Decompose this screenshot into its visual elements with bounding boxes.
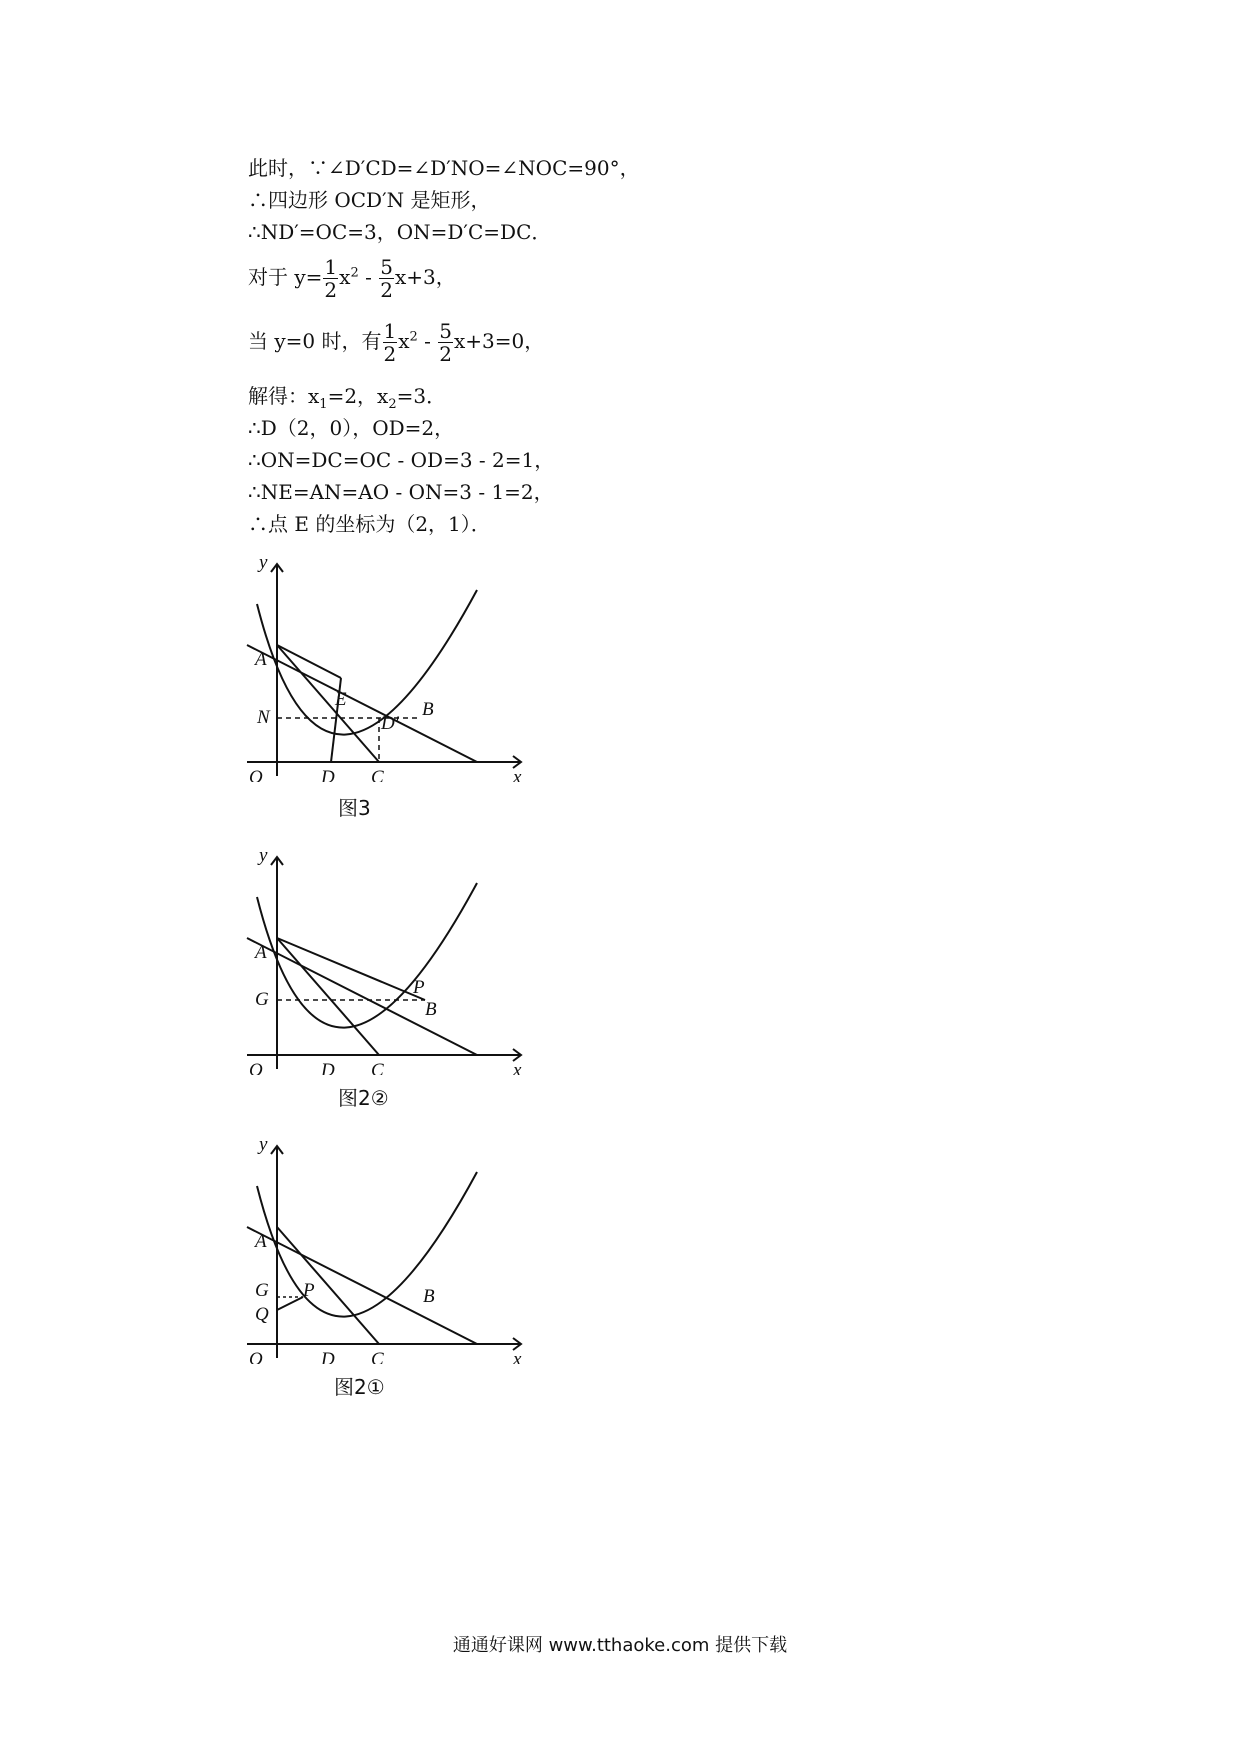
label-P: P	[303, 1280, 315, 1301]
label-B: B	[425, 999, 437, 1020]
solution-line-3: ∴ND′=OC=3，ON=D′C=DC．	[248, 220, 552, 244]
figure-2-2-diagram	[245, 845, 535, 1075]
label-G: G	[255, 989, 269, 1010]
figure-2-1	[245, 1134, 535, 1364]
label-y: y	[259, 845, 268, 866]
label-G: G	[255, 1280, 269, 1301]
label-O: O	[249, 767, 263, 782]
fraction-denominator: 2	[383, 342, 397, 366]
label-D: D	[321, 767, 335, 782]
fraction-half	[383, 320, 398, 365]
fraction-five-halves	[438, 320, 453, 365]
exponent: 2	[350, 265, 359, 281]
fraction-numerator: 1	[324, 255, 338, 279]
label-D-prime: D′	[381, 713, 399, 734]
figure-3	[245, 552, 535, 782]
fraction-denominator: 2	[324, 278, 338, 302]
label-Q: Q	[255, 1304, 269, 1325]
text-fragment: -	[358, 265, 379, 289]
label-x: x	[513, 1060, 522, 1075]
fraction-numerator: 1	[383, 319, 397, 343]
fraction-denominator: 2	[439, 342, 453, 366]
label-P: P	[413, 977, 425, 998]
text-fragment: 解得：x	[248, 384, 320, 408]
text-fragment: x	[339, 265, 351, 289]
subscript: 1	[319, 397, 328, 412]
label-B: B	[423, 1286, 435, 1307]
solution-line-8: ∴ON=DC=OC - OD=3 - 2=1，	[248, 448, 555, 472]
figure-3-diagram	[245, 552, 535, 782]
fraction-half	[323, 256, 338, 301]
figure-2-2	[245, 845, 535, 1075]
label-D: D	[321, 1349, 335, 1364]
text-fragment: x+3，	[394, 265, 456, 289]
label-C: C	[371, 767, 384, 782]
label-A: A	[255, 649, 267, 670]
solution-line-10: ∴点 E 的坐标为（2，1）．	[248, 512, 491, 536]
page-footer: 通通好课网 www.tthaoke.com 提供下载	[452, 1635, 788, 1656]
label-C: C	[371, 1349, 384, 1364]
label-O: O	[249, 1060, 263, 1075]
solution-line-5	[248, 320, 544, 365]
text-fragment: -	[417, 329, 438, 353]
label-D: D	[321, 1060, 335, 1075]
text-fragment: 对于 y=	[248, 265, 323, 289]
text-fragment: x+3=0，	[454, 329, 545, 353]
figure-2-2-caption: 图2②	[338, 1086, 389, 1110]
label-x: x	[513, 767, 522, 782]
text-fragment: =3．	[396, 384, 447, 408]
solution-line-6	[248, 384, 446, 417]
solution-line-4	[248, 256, 456, 301]
label-A: A	[255, 942, 267, 963]
figure-2-1-diagram	[245, 1134, 535, 1364]
label-C: C	[371, 1060, 384, 1075]
label-x: x	[513, 1349, 522, 1364]
solution-line-9: ∴NE=AN=AO - ON=3 - 1=2，	[248, 480, 554, 504]
solution-line-1: 此时，∵∠D′CD=∠D′NO=∠NOC=90°，	[248, 156, 640, 180]
text-fragment: 当 y=0 时，有	[248, 329, 382, 353]
solution-line-7: ∴D（2，0），OD=2，	[248, 416, 455, 440]
fraction-numerator: 5	[439, 319, 453, 343]
text-fragment: x	[398, 329, 410, 353]
fraction-five-halves	[379, 256, 394, 301]
label-y: y	[259, 552, 268, 573]
label-E: E	[335, 689, 347, 710]
label-A: A	[255, 1231, 267, 1252]
fraction-numerator: 5	[380, 255, 393, 279]
figure-2-1-caption: 图2①	[334, 1375, 385, 1399]
label-y: y	[259, 1134, 268, 1155]
figure-3-caption: 图3	[338, 796, 371, 820]
solution-line-2: ∴四边形 OCD′N 是矩形，	[248, 188, 491, 212]
label-O: O	[249, 1349, 263, 1364]
label-N: N	[257, 707, 270, 728]
text-fragment: =2，x	[327, 384, 389, 408]
fraction-denominator: 2	[380, 278, 393, 302]
exponent: 2	[409, 329, 418, 345]
subscript: 2	[388, 397, 397, 412]
label-B: B	[422, 699, 434, 720]
